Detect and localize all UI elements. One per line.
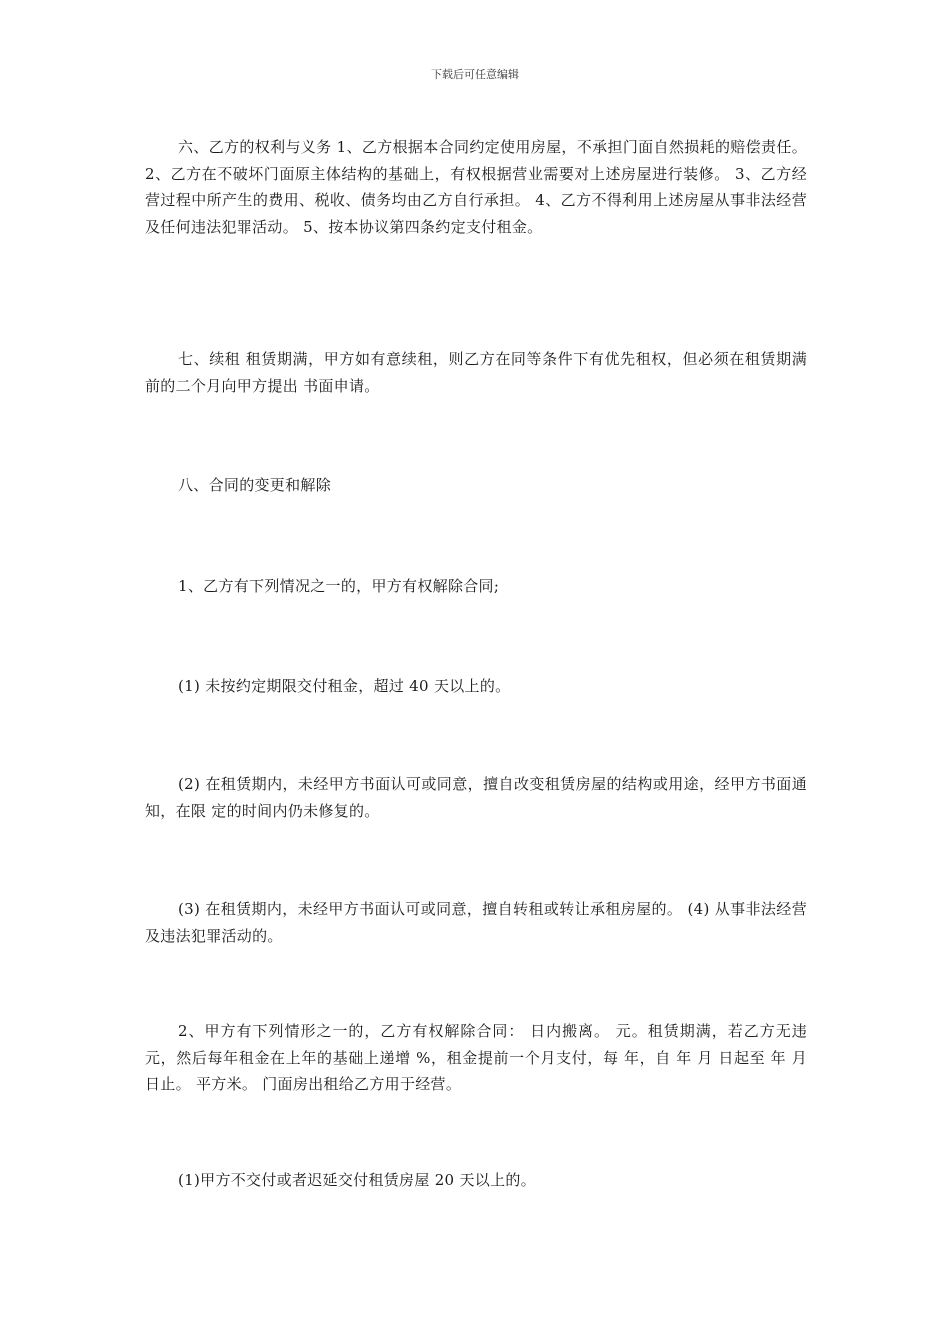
paragraph-item-2: 2、甲方有下列情形之一的，乙方有权解除合同： 日内搬离。 元。租赁期满，若乙方无违 元，然后每年租金在上年的基础上递增 %，租金提前一个月支付，每 年，自 年 月 日起至 年 月 日止。 平方米。 门面房出租给乙方用于经营。 — [145, 1022, 813, 1093]
paragraph-section-seven: 七、续租 租赁期满，甲方如有意续租，则乙方在同等条件下有优先租权，但必须在租赁期满前的二个月向甲方提出 书面申请。 — [145, 350, 807, 395]
paragraph-section-eight-title: 八、合同的变更和解除 — [178, 476, 332, 494]
paragraph-item-1-3: (3) 在租赁期内，未经甲方书面认可或同意，擅自转租或转让承租房屋的。 (4) 从事非法经营及违法犯罪活动的。 — [145, 900, 807, 945]
paragraph-item-1-2: (2) 在租赁期内，未经甲方书面认可或同意，擅自改变租赁房屋的结构或用途，经甲方书面通知，在限 定的时间内仍未修复的。 — [145, 775, 807, 820]
paragraph-item-1-1: (1) 未按约定期限交付租金，超过 40 天以上的。 — [178, 677, 511, 695]
page-header: 下载后可任意编辑 — [431, 68, 519, 81]
paragraph-item-2-1: (1)甲方不交付或者迟延交付租赁房屋 20 天以上的。 — [178, 1171, 536, 1189]
paragraph-section-six: 六、乙方的权利与义务 1、乙方根据本合同约定使用房屋，不承担门面自然损耗的赔偿责任。 2、乙方在不破坏门面原主体结构的基础上，有权根据营业需要对上述房屋进行装修。 3、乙方经营过程中所产生的费用、税收、债务均由乙方自行承担。 4、乙方不得利用上述房屋从事非法经营及任何违法犯罪活动。 5、按本协议第四条约定支付租金。 — [145, 138, 813, 236]
paragraph-item-1: 1、乙方有下列情况之一的，甲方有权解除合同; — [178, 577, 500, 595]
